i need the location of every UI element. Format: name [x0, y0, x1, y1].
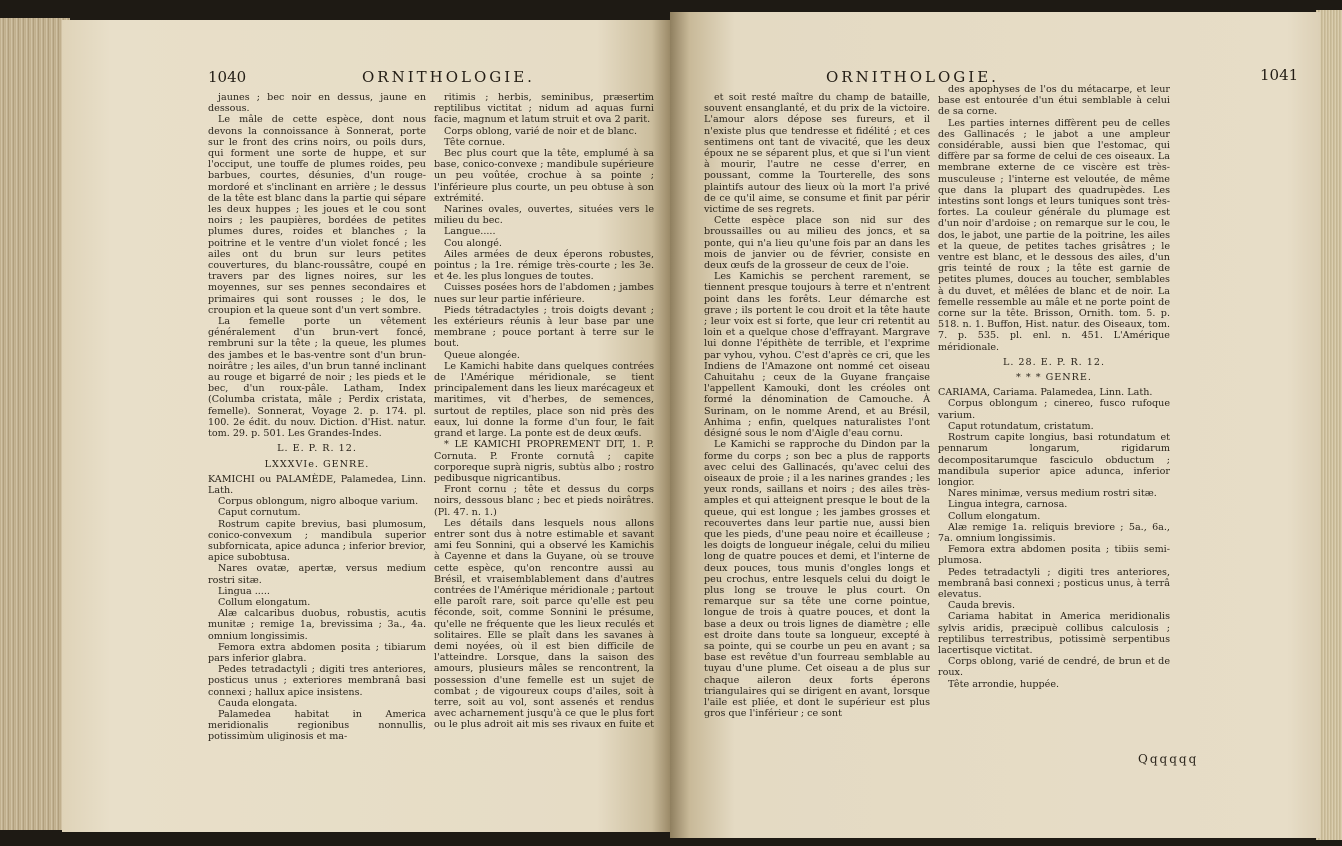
paragraph: Bec plus court que la tête, emplumé à sa base, conico-convexe ; mandibule supérieure un peu voûtée, crochue à sa pointe ; l'inférieure plus courte, un peu obtuse à son extrémité.	[434, 148, 654, 204]
paragraph: Corpus oblongum ; cinereo, fusco rufoque varium.	[938, 398, 1170, 421]
paragraph: Langue.....	[444, 226, 496, 238]
paragraph: ritimis ; herbis, seminibus, præsertim reptilibus victitat ; nidum ad aquas furni facie, magnum et latum struit et ova 2 parit.	[434, 92, 654, 126]
paragraph: Femora extra abdomen posita ; tibiarum pars inferior glabra.	[208, 641, 426, 664]
paragraph: Le Kamichi se rapproche du Dindon par la forme du corps ; son bec a plus de rapports avec celui des Gallinacés, qu'avec celui des oiseaux de proie ; il a les narines grandes ; les yeux ronds, saillans et noirs ; des ailes très-amples et qui atteignent presque le bout de la queue, qui est longue ; les jambes grosses et recouvertes dans leur partie nue, aussi bien que les pieds, d'une peau noire et écailleuse ; les doigts de longueur inégale, celui du milieu long de quatre pouces et demi, et l'interne de deux pouces, tous munis d'ongles longs et peu crochus, entre lesquels celui du doigt le plus long se trouve le plus court. On remarque sur sa tête une corne pointue, longue de trois à quatre pouces, et dont la base a deux ou trois lignes de diamètre ; elle est droite dans toute sa longueur, excepté à sa pointe, qui se courbe un peu en avant ; sa base est revêtue d'un fourreau semblable au tuyau d'une plume. Cet oiseau a de plus sur chaque aileron deux forts éperons triangulaires qui se dirigent en avant, lorsque l'aile est pliée, et dont le supérieur est plus gros que l'inférieur ; ce sont	[704, 439, 930, 720]
paragraph: Palamedea habitat in America meridionalis regionibus nonnullis, potissimùm uliginosis et ma-	[208, 708, 426, 743]
right-page	[670, 12, 1320, 838]
paragraph: LXXXVIe. GENRE.	[264, 458, 370, 470]
paragraph: La femelle porte un vêtement généralement d'un brun-vert foncé, rembruni sur la tête ; la queue, les plumes des jambes et le bas-ventre sont d'un brun-noirâtre ; les ailes, d'un brun tanné inclinant au rouge et bigarré de noir ; les pieds et le bec, d'un roux-pâle. Latham, Index (Columba cristata, mâle ; Perdix cristata, femelle). Sonnerat, Voyage 2. p. 174. pl. 100. 2e édit. du nouv. Diction. d'Hist. natur. tom. 29. p. 501. Les Grandes-Indes.	[208, 316, 426, 440]
paragraph: Lingua integra, carnosa.	[948, 499, 1068, 511]
paragraph: Corps oblong, varié de noir et de blanc.	[444, 125, 638, 137]
paragraph: Corpus oblongum, nigro alboque varium.	[218, 496, 419, 508]
paragraph: Le Kamichi habite dans quelques contrées de l'Amérique méridionale, se tient principalement dans les lieux marécageux et maritimes, vit d'herbes, de semences, surtout de reptiles, place son nid près des eaux, lui donne la forme d'un four, le fait grand et large. La ponte est de deux œufs.	[434, 360, 654, 440]
paragraph: des apophyses de l'os du métacarpe, et leur base est entourée d'un étui semblable à celui de sa corne.	[938, 84, 1170, 118]
paragraph: Nares ovatæ, apertæ, versus medium rostri sitæ.	[208, 563, 426, 586]
paragraph: Ailes armées de deux éperons robustes, pointus ; la 1re. rémige très-courte ; les 3e. et 4e. les plus longues de toutes.	[434, 248, 654, 283]
paragraph: L. E. P. R. 12.	[277, 443, 357, 455]
paragraph: Cette espèce place son nid sur des broussailles ou au milieu des joncs, et sa ponte, qui n'a lieu qu'une fois par an dans les mois de janvier ou de février, consiste en deux œufs de la grosseur de ceux de l'oie.	[704, 215, 930, 272]
paragraph: Front cornu ; tête et dessus du corps noirs, dessous blanc ; bec et pieds noirâtres. (Pl. 47. n. 1.)	[434, 484, 654, 518]
paragraph: Les Kamichis se perchent rarement, se tiennent presque toujours à terre et n'entrent point dans les forêts. Leur démarche est grave ; ils portent le cou droit et la tête haute ; leur voix est si forte, que leur cri retentit au loin et a quelque chose d'effrayant. Margrave lui donne l'épithète de terrible, et l'exprime par vyhou, vyhou. C'est d'après ce cri, que les Indiens de l'Amazone ont nommé cet oiseau Cahuitahu ; ceux de la Guyane française l'appellent Kamouki, dont les créoles ont formé la dénomination de Camouche. À Surinam, on le nomme Arend, et au Brésil, Anhima ; enfin, quelques naturalistes l'ont désigné sous le nom d'Aigle d'eau cornu.	[704, 271, 930, 440]
paragraph: Pieds tétradactyles ; trois doigts devant ; les extérieurs réunis à leur base par une membrane ; pouce portant à terre sur le bout.	[434, 304, 654, 350]
paragraph: Alæ calcaribus duobus, robustis, acutis munitæ ; remige 1a, brevissima ; 3a., 4a. omnium longissimis.	[208, 608, 426, 642]
paragraph: Femora extra abdomen posita ; tibiis semi-plumosa.	[938, 544, 1170, 567]
paragraph: Nares minimæ, versus medium rostri sitæ.	[948, 488, 1157, 500]
paragraph: Queue alongée.	[444, 349, 520, 361]
paragraph: Cauda brevis.	[948, 600, 1016, 612]
paragraph: CARIAMA, Cariama. Palamedea, Linn. Lath.	[938, 387, 1153, 399]
paragraph: Cariama habitat in America meridionalis sylvis aridis, præcipuè collibus calculosis ; reptilibus terrestribus, potissimè serpentibus lacertisque victitat.	[938, 611, 1170, 656]
paragraph: Pedes tetradactyli ; digiti tres anteriores, posticus unus ; exteriores membranâ basi connexi ; hallux apice insistens.	[208, 664, 426, 698]
paragraph: Les parties internes diffèrent peu de celles des Gallinacés ; le jabot a une ampleur considérable, aussi bien que l'estomac, qui diffère par sa forme de celui de ces oiseaux. La membrane externe de ce viscère est très-musculeuse ; l'interne est veloutée, de même que dans la plupart des quadrupèdes. Les intestins sont longs et leurs tuniques sont très-fortes. La couleur générale du plumage est d'un noir d'ardoise ; on remarque sur le cou, le dos, le jabot, une partie de la poitrine, les ailes et la queue, de petites taches grisâtres ; le ventre est blanc, et le dessous des ailes, d'un gris teinté de roux ; la tête est garnie de petites plumes, douces au toucher, semblables à du duvet, et mêlées de blanc et de noir. La femelle ressemble au mâle et ne porte point de corne sur la tête. Brisson, Ornith. tom. 5. p. 518. n. 1. Buffon, Hist. natur. des Oiseaux, tom. 7. p. 535. pl. enl. n. 451. L'Amérique méridionale.	[938, 117, 1170, 353]
page-number: 1040	[208, 68, 247, 86]
paragraph: Rostrum capite brevius, basi plumosum, conico-convexum ; mandibula superior subfornicata, apice adunca ; inferior brevior, apice subobtusa.	[208, 518, 426, 564]
signature-mark: Qqqqqq	[1138, 752, 1199, 766]
page-edges-left	[0, 18, 70, 830]
paragraph: Cauda elongata.	[218, 697, 298, 709]
paragraph: L. 28. E. P. R. 12.	[1002, 356, 1106, 368]
paragraph: Caput cornutum.	[218, 507, 301, 519]
paragraph: Le mâle de cette espèce, dont nous devons la connoissance à Sonnerat, porte sur le front des crins noirs, ou poils durs, qui forment une sorte de huppe, et sur l'occiput, une touffe de plumes roides, peu barbues, courtes, désunies, d'un rouge-mordoré et s'inclinant en arrière ; le dessus de la tête est blanc dans la partie qui sépare les deux huppes ; les joues et le cou sont noirs ; les paupières, bordées de petites plumes dures, roides et blanches ; la poitrine et le ventre d'un violet foncé ; les ailes ont du brun sur leurs petites couvertures, du blanc-roussâtre, coupé en travers par des lignes noires, sur les moyennes, sur ses pennes secondaires et primaires qui sont rousses ; le dos, le croupion et la queue sont d'un vert sombre.	[208, 114, 426, 316]
text-column-1	[208, 92, 426, 743]
paragraph: Tête arrondie, huppée.	[948, 678, 1060, 690]
paragraph: * LE KAMICHI PROPREMENT DIT, 1. P. Cornuta. P. Fronte cornutâ ; capite corporeque suprà nigris, subtùs albo ; rostro pedibusque nigricantibus.	[434, 439, 654, 484]
paragraph: Pedes tetradactyli ; digiti tres anteriores, membranâ basi connexi ; posticus unus, à terrâ elevatus.	[938, 566, 1170, 600]
running-head: ORNITHOLOGIE.	[362, 68, 535, 86]
paragraph: Collum elongatum.	[218, 596, 311, 608]
paragraph: * * * GENRE.	[1016, 372, 1092, 384]
text-column-2	[434, 92, 654, 731]
paragraph: Cou alongé.	[444, 237, 502, 249]
paragraph: Cuisses posées hors de l'abdomen ; jambes nues sur leur partie inférieure.	[434, 282, 654, 305]
paragraph: jaunes ; bec noir en dessus, jaune en dessous.	[208, 92, 426, 115]
paragraph: Collum elongatum.	[948, 510, 1041, 522]
paragraph: Caput rotundatum, cristatum.	[948, 420, 1094, 432]
paragraph: Narines ovales, ouvertes, situées vers le milieu du bec.	[434, 204, 654, 227]
paragraph: Corps oblong, varié de cendré, de brun et de roux.	[938, 656, 1170, 679]
paragraph: Lingua .....	[218, 585, 270, 597]
paragraph: Tête cornue.	[444, 136, 506, 148]
paragraph: et soit resté maître du champ de bataille, souvent ensanglanté, et du prix de la victoire. L'amour alors dépose ses fureurs, et il n'existe plus que tendresse et fidélité ; et ces sentimens ont tant de vivacité, que les deux époux ne se séparent plus, et que si l'un vient à mourir, l'autre ne cesse d'errer, en poussant, comme la Tourterelle, des sons plaintifs autour des lieux où la mort l'a privé de ce qu'il aime, se consume et finit par périr victime de ses regrets.	[704, 92, 930, 216]
left-page	[62, 20, 670, 832]
paragraph: Alæ remige 1a. reliquis breviore ; 5a., 6a., 7a. omnium longissimis.	[938, 521, 1170, 544]
paragraph: Rostrum capite longius, basi rotundatum et pennarum longarum, rigidarum decompositarumque fasciculo obductum ; mandibula superior apice adunca, inferior longior.	[938, 432, 1170, 488]
page-number: 1041	[1260, 66, 1299, 84]
paragraph: Les détails dans lesquels nous allons entrer sont dus à notre estimable et savant ami feu Sonnini, qui a observé les Kamichis à Cayenne et dans la Guyane, où se trouve cette espèce, qu'on rencontre aussi au Brésil, et vraisemblablement dans d'autres contrées de l'Amérique méridionale ; partout elle paroît rare, soit parce qu'elle est peu féconde, soit, comme Sonnini le présume, qu'elle ne fréquente que les lieux reculés et solitaires. Elle se plaît dans les savanes à demi noyées, où il est bien difficile de l'atteindre. Lorsque, dans la saison des amours, plusieurs mâles se rencontrent, la possession d'une femelle est un sujet de combat ; de vigoureux coups d'ailes, soit à terre, soit au vol, sont assenés et rendus avec acharnement jusqu'à ce que le plus fort ou le plus adroit ait mis ses rivaux en fuite et	[434, 517, 655, 731]
paragraph: KAMICHI ou PALAMÈDE, Palamedea, Linn. Lath.	[208, 473, 426, 496]
text-column-2	[938, 84, 1170, 690]
running-head: ORNITHOLOGIE.	[826, 68, 999, 86]
text-column-1	[704, 92, 930, 719]
